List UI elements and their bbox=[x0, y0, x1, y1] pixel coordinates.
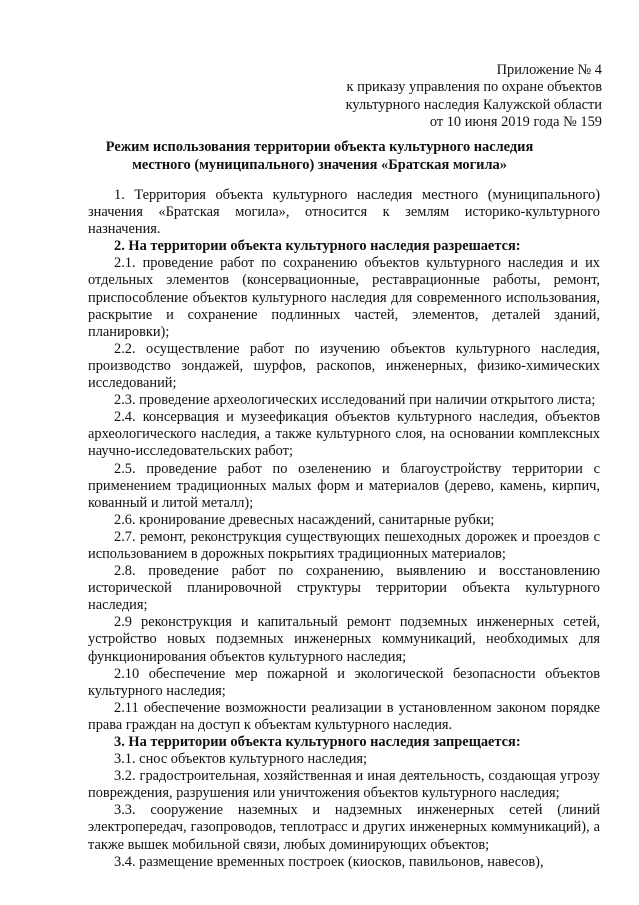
item-2-9: 2.9 реконструкция и капитальный ремонт подземных инженерных сетей, устройство новых подземных инженерных коммуникаций, необходимых для функционирования объектов культурного наследия; bbox=[88, 614, 600, 665]
item-2-7: 2.7. ремонт, реконструкция существующих пешеходных дорожек и проездов с использованием в дорожных покрытиях традиционных материалов; bbox=[88, 528, 600, 562]
appendix-header bbox=[272, 62, 602, 132]
appendix-order-date: от 10 июня 2019 года № 159 bbox=[429, 114, 602, 131]
item-2-10: 2.10 обеспечение мер пожарной и экологической безопасности объектов культурного наследия; bbox=[88, 665, 600, 699]
appendix-number: Приложение № 4 bbox=[496, 62, 602, 78]
item-2-1: 2.1. проведение работ по сохранению объектов культурного наследия и их отдельных элементов (консервационные, реставрационные работы, ремонт, приспособление объектов культурного наследия для современного использования, раскрытие и сохранение подлинных частей, элементов, деталей зданий, планировки); bbox=[88, 255, 600, 340]
section-heading-allowed: 2. На территории объекта культурного наследия разрешается: bbox=[114, 238, 521, 255]
appendix-order-ref: к приказу управления по охране объектов bbox=[346, 79, 602, 96]
title-line-2: местного (муниципального) значения «Братская могила» bbox=[132, 157, 507, 173]
item-3-1: 3.1. снос объектов культурного наследия; bbox=[114, 751, 368, 768]
item-2-8: 2.8. проведение работ по сохранению, выявлению и восстановлению исторической планировочной структуры территории объекта культурного наследия; bbox=[88, 563, 600, 614]
item-2-3: 2.3. проведение археологических исследований при наличии открытого листа; bbox=[114, 392, 596, 409]
item-3-2: 3.2. градостроительная, хозяйственная и иная деятельность, создающая угрозу повреждения, разрушения или уничтожения объектов культурного наследия; bbox=[88, 768, 600, 802]
item-2-6: 2.6. кронирование древесных насаждений, санитарные рубки; bbox=[114, 511, 495, 528]
title-line-1: Режим использования территории объекта культурного наследия bbox=[105, 139, 534, 155]
item-2-4: 2.4. консервация и музеефикация объектов культурного наследия, объектов археологического наследия, а также культурного слоя, на основании комплексных научно-исследовательских работ; bbox=[88, 409, 600, 460]
item-2-2: 2.2. осуществление работ по изучению объектов культурного наследия, производство зондажей, шурфов, раскопов, инженерных, физико-химических исследований; bbox=[88, 340, 600, 392]
document-body bbox=[88, 187, 600, 871]
paragraph-1: 1. Территория объекта культурного наследия местного (муниципального) значения «Братская могила», относится к землям историко-культурного назначения. bbox=[88, 187, 600, 238]
appendix-authority: культурного наследия Калужской области bbox=[345, 96, 602, 113]
section-heading-prohibited: 3. На территории объекта культурного наследия запрещается: bbox=[114, 734, 521, 750]
item-3-4: 3.4. размещение временных построек (киосков, павильонов, навесов), bbox=[114, 853, 544, 870]
document-title bbox=[60, 138, 579, 174]
item-2-5: 2.5. проведение работ по озеленению и благоустройству территории с применением традиционных малых форм и материалов (дерево, камень, кирпич, кованный и литой металл); bbox=[88, 460, 600, 511]
item-2-11: 2.11 обеспечение возможности реализации в установленном законом порядке права граждан на доступ к объектам культурного наследия. bbox=[88, 699, 600, 733]
item-3-3: 3.3. сооружение наземных и надземных инженерных сетей (линий электропередач, газопроводов, теплотрасс и других инженерных коммуникаций), а также вышек мобильной связи, любых доминирующих объектов; bbox=[88, 802, 600, 853]
